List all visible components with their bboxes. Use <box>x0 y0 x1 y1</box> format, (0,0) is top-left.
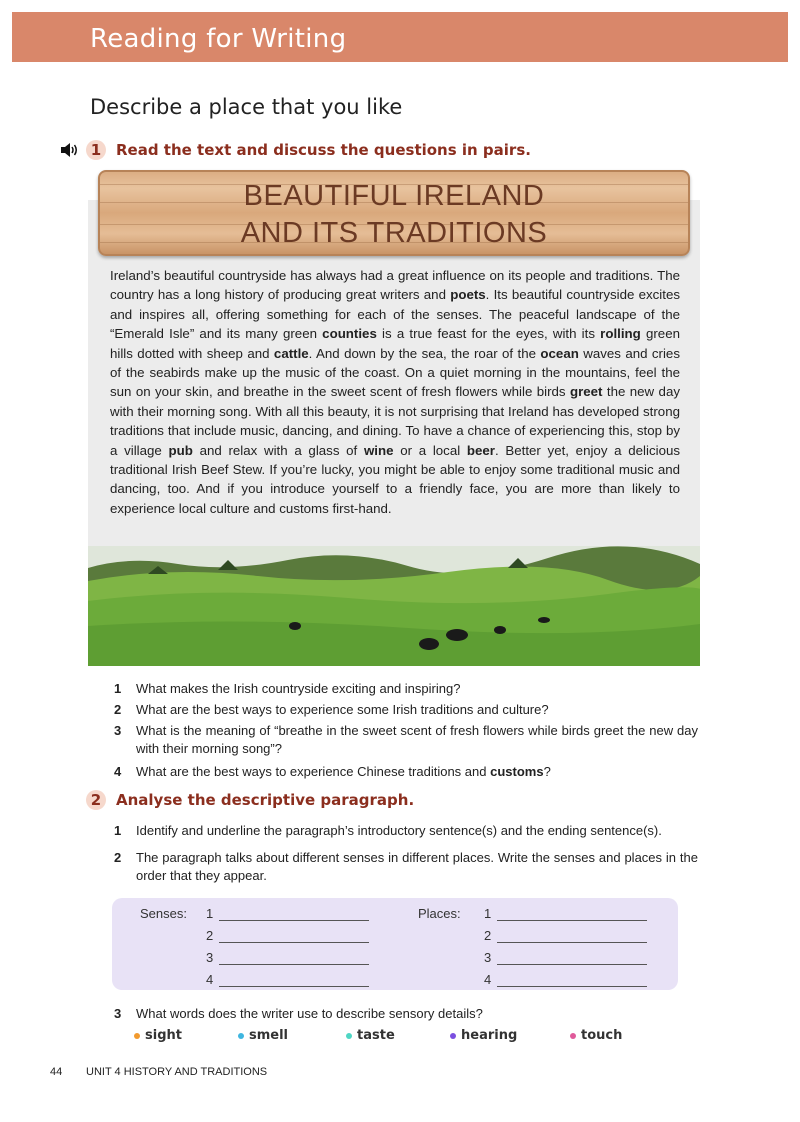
paragraph-text: and relax with a glass of <box>192 442 364 458</box>
page-heading: Describe a place that you like <box>90 95 403 119</box>
footer-unit-title: UNIT 4 HISTORY AND TRADITIONS <box>86 1066 268 1078</box>
senses-blank-2[interactable] <box>219 930 369 943</box>
places-blank-3[interactable] <box>497 952 647 965</box>
section-1-number: 1 <box>86 140 106 160</box>
article-title-line-2: AND ITS TRADITIONS <box>240 217 548 249</box>
senses-places-worksheet: Senses: Places: 1 2 3 4 1 2 3 4 <box>112 898 678 990</box>
page-number: 44 <box>50 1066 63 1078</box>
bullet-icon <box>450 1033 456 1039</box>
section-2-instruction <box>86 790 414 810</box>
article-title-plank <box>98 170 690 256</box>
places-blank-1[interactable] <box>497 908 647 921</box>
paragraph-text: is a true feast for the eyes, with its <box>376 326 601 342</box>
sense-tag-touch: touch <box>570 1028 622 1043</box>
sense-tag-taste: taste <box>346 1028 395 1043</box>
keyword: ocean <box>540 345 579 361</box>
unit-banner <box>12 12 788 62</box>
paragraph-text: green hills dotted with sheep and <box>110 326 680 361</box>
audio-speaker-icon[interactable] <box>60 143 80 157</box>
keyword: wine <box>363 442 394 458</box>
banner-title: Reading for Writing <box>90 24 347 54</box>
keyword: cattle <box>273 345 309 361</box>
keyword: rolling <box>600 326 641 342</box>
places-blank-2[interactable] <box>497 930 647 943</box>
keyword: counties <box>322 326 377 342</box>
senses-label: Senses: <box>140 906 187 921</box>
ireland-countryside-photo <box>88 546 700 666</box>
sense-tag-sight: sight <box>134 1028 182 1043</box>
paragraph-text: Ireland’s beautiful countryside has always had a great influence on its people and traditions. The country has a long history of producing great writers and <box>110 268 680 303</box>
article-title-line-1: BEAUTIFUL IRELAND <box>243 180 545 212</box>
bullet-icon <box>238 1033 244 1039</box>
senses-blank-1[interactable] <box>219 908 369 921</box>
bullet-icon <box>134 1033 140 1039</box>
keyword: greet <box>569 384 603 400</box>
section-1-instruction <box>86 140 531 160</box>
paragraph-text: the new day with their morning song. With all this beauty, it is not surprising that Ireland has developed strong traditions that include music, dancing, and dining. To have a chance of experiencing this, stop by a village <box>110 384 681 458</box>
senses-blank-3[interactable] <box>219 952 369 965</box>
bullet-icon <box>570 1033 576 1039</box>
paragraph-text: . Its beautiful countryside excites and inspires all, offering something for each of the senses. The peaceful landscape of the “Emerald Isle” and its many green <box>110 287 680 342</box>
paragraph-text: waves and cries of the seabirds make up the music of the coast. On a quiet morning in the mountains, feel the sun on your skin, and breathe in the sweet scent of fresh flowers while birds <box>110 345 680 400</box>
keyword: poets <box>450 287 486 303</box>
keyword: beer <box>466 442 495 458</box>
section-1-label: Read the text and discuss the questions in pairs. <box>116 141 531 159</box>
sense-tag-smell: smell <box>238 1028 288 1043</box>
places-blank-4[interactable] <box>497 974 647 987</box>
paragraph-text: . Better yet, enjoy a delicious traditional Irish Beef Stew. If you’re lucky, you might be able to enjoy some traditional music and dancing, too. And if you introduce yourself to a friendly face, you are more than likely to experience local culture and customs first-hand. <box>110 442 681 516</box>
section-2-number: 2 <box>86 790 106 810</box>
sense-tag-hearing: hearing <box>450 1028 517 1043</box>
bullet-icon <box>346 1033 352 1039</box>
paragraph-text: or a local <box>393 442 467 458</box>
keyword: pub <box>168 442 193 458</box>
section-2-label: Analyse the descriptive paragraph. <box>116 791 415 809</box>
places-label: Places: <box>418 906 461 921</box>
senses-blank-4[interactable] <box>219 974 369 987</box>
article-paragraph <box>110 266 680 518</box>
paragraph-text: . And down by the sea, the roar of the <box>308 345 541 361</box>
